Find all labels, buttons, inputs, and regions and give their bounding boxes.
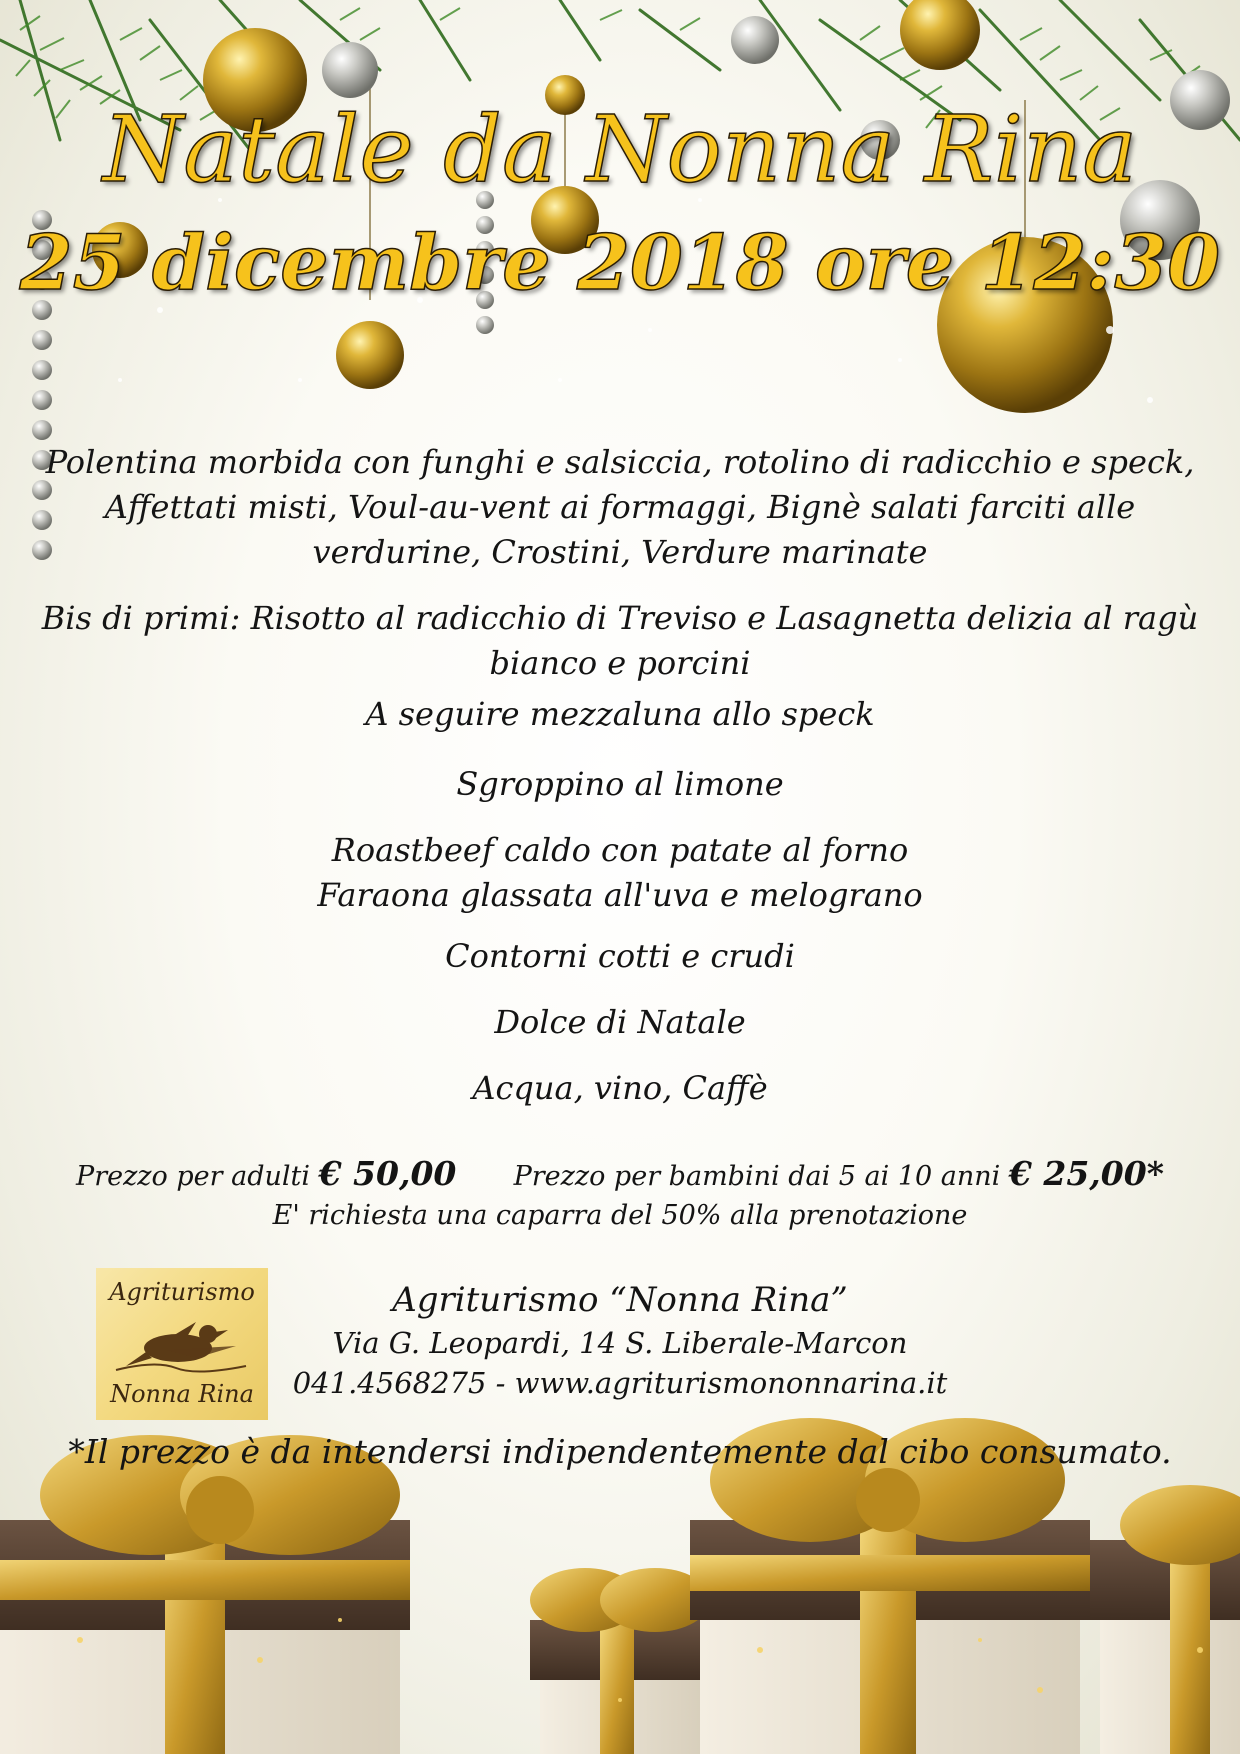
event-date: 25 dicembre 2018 ore 12:30 <box>19 218 1221 307</box>
business-phone-website: 041.4568275 - www.agriturismononnarina.it <box>292 1366 948 1400</box>
menu-item-roastbeef: Roastbeef caldo con patate al forno <box>331 831 909 869</box>
menu-item-contorni: Contorni cotti e crudi <box>445 937 795 975</box>
menu-item-faraona: Faraona glassata all'uva e melograno <box>317 876 923 914</box>
adult-price-value: € 50,00 <box>318 1154 457 1193</box>
menu-item-sgroppino: Sgroppino al limone <box>456 765 784 803</box>
child-price-label: Prezzo per bambini dai 5 ai 10 anni <box>513 1161 1001 1192</box>
menu-item-mezzaluna: A seguire mezzaluna allo speck <box>365 695 875 733</box>
menu-item-dolce: Dolce di Natale <box>494 1003 746 1041</box>
child-price-value: € 25,00* <box>1008 1154 1164 1193</box>
price-footnote: *Il prezzo è da intendersi indipendentemente dal cibo consumato. <box>68 1432 1172 1471</box>
silver-ornament <box>322 42 378 98</box>
menu-item-bevande: Acqua, vino, Caffè <box>472 1069 768 1107</box>
page-title: Natale da Nonna Rina <box>102 96 1138 203</box>
silver-ornament <box>731 16 779 64</box>
business-address: Via G. Leopardi, 14 S. Liberale-Marcon <box>332 1326 908 1360</box>
gift-box <box>1090 1485 1240 1754</box>
logo-bottom-text: Nonna Rina <box>110 1380 254 1408</box>
gold-ornament <box>336 321 404 389</box>
deposit-note: E' richiesta una caparra del 50% alla prenotazione <box>272 1200 968 1231</box>
adult-price-label: Prezzo per adulti <box>76 1161 311 1192</box>
gift-box <box>530 1568 710 1754</box>
menu-item-primi: Bis di primi: Risotto al radicchio di Treviso e Lasagnetta delizia al ragù bianco e porcini <box>41 599 1199 682</box>
price-row <box>0 1154 1240 1193</box>
gift-box <box>0 1435 410 1754</box>
menu-item-antipasti: Polentina morbida con funghi e salsiccia, rotolino di radicchio e speck, Affettati misti, Voul-au-vent ai formaggi, Bignè salati farciti alle verdurine, Crostini, Verdure marinate <box>45 443 1195 571</box>
logo-top-text: Agriturismo <box>109 1278 255 1306</box>
business-name: Agriturismo “Nonna Rina” <box>392 1280 848 1320</box>
